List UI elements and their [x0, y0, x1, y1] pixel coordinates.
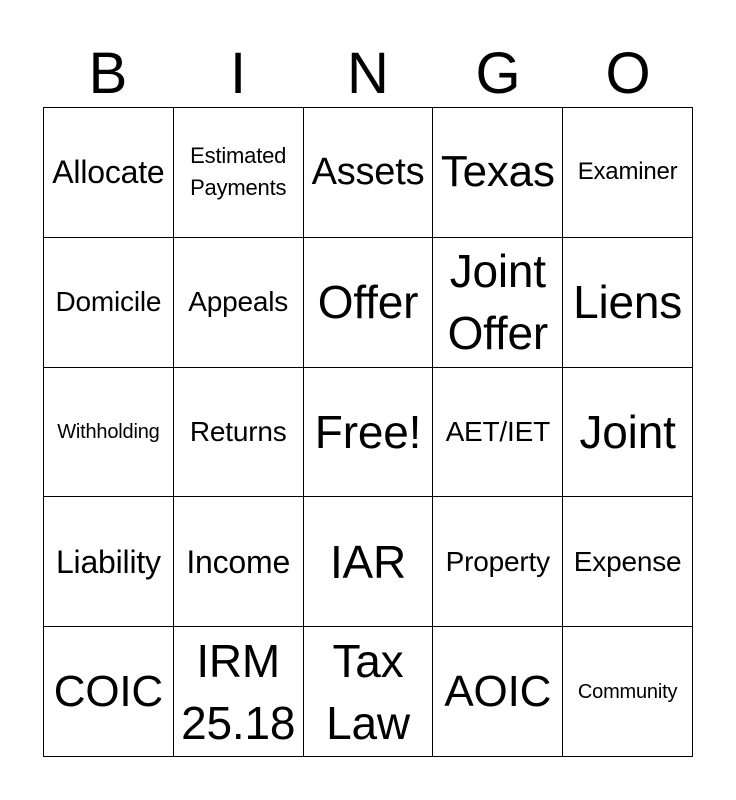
bingo-cell-r4-c3[interactable] — [304, 497, 434, 627]
bingo-cell-r1-c5[interactable] — [563, 108, 693, 238]
bingo-cell-r5-c3[interactable] — [304, 627, 434, 757]
cell-label: Income — [186, 543, 291, 580]
cell-label: Liability — [55, 543, 161, 580]
cell-label: Appeals — [188, 286, 289, 318]
bingo-cell-r1-c3[interactable] — [304, 108, 434, 238]
cell-label: IAR — [329, 535, 407, 588]
header-letter-n: N — [347, 41, 389, 106]
bingo-cell-r3-c2[interactable] — [174, 368, 304, 498]
bingo-cell-r2-c1[interactable] — [44, 238, 174, 368]
cell-label: Texas — [440, 147, 555, 197]
header-letter-g: G — [475, 41, 521, 106]
bingo-cell-r5-c2[interactable] — [174, 627, 304, 757]
cell-label: Tax Law — [326, 634, 410, 749]
cell-label: Allocate — [52, 154, 165, 191]
cell-label: IRM 25.18 — [181, 634, 296, 749]
bingo-cell-r2-c2[interactable] — [174, 238, 304, 368]
bingo-cell-r5-c1[interactable] — [44, 627, 174, 757]
bingo-header — [43, 40, 693, 108]
bingo-cell-r1-c4[interactable] — [433, 108, 563, 238]
bingo-cell-r2-c4[interactable] — [433, 238, 563, 368]
cell-label: Assets — [311, 151, 425, 194]
bingo-cell-r4-c5[interactable] — [563, 497, 693, 627]
bingo-cell-r3-c1[interactable] — [44, 368, 174, 498]
bingo-cell-r1-c2[interactable] — [174, 108, 304, 238]
cell-label: Joint Offer — [447, 245, 548, 360]
bingo-cell-r1-c1[interactable] — [44, 108, 174, 238]
bingo-cell-r3-c3[interactable] — [304, 368, 434, 498]
cell-label: Expense — [573, 545, 682, 577]
bingo-cell-r4-c4[interactable] — [433, 497, 563, 627]
bingo-cell-r5-c4[interactable] — [433, 627, 563, 757]
bingo-cell-r2-c3[interactable] — [304, 238, 434, 368]
cell-label: Domicile — [55, 286, 162, 318]
bingo-cell-r3-c4[interactable] — [433, 368, 563, 498]
header-letter-o: O — [605, 41, 651, 106]
bingo-cell-r3-c5[interactable] — [563, 368, 693, 498]
cell-label: Returns — [189, 415, 287, 447]
bingo-cell-r2-c5[interactable] — [563, 238, 693, 368]
bingo-cell-r5-c5[interactable] — [563, 627, 693, 757]
header-letter-i: I — [229, 41, 247, 106]
bingo-cell-r4-c2[interactable] — [174, 497, 304, 627]
cell-label: Examiner — [577, 158, 678, 186]
cell-label: Community — [577, 680, 678, 703]
bingo-board — [43, 107, 693, 757]
header-letter-b: B — [88, 41, 128, 106]
cell-label: Estimated Payments — [190, 143, 287, 201]
cell-label: Joint — [579, 405, 676, 458]
cell-label: COIC — [53, 666, 163, 716]
cell-label: Withholding — [57, 420, 160, 443]
cell-label: Free! — [314, 405, 422, 458]
cell-label: Offer — [317, 276, 419, 329]
cell-label: AOIC — [444, 666, 552, 716]
cell-label: Liens — [573, 276, 683, 329]
cell-label: AET/IET — [445, 415, 550, 447]
bingo-cell-r4-c1[interactable] — [44, 497, 174, 627]
cell-label: Property — [445, 545, 550, 577]
